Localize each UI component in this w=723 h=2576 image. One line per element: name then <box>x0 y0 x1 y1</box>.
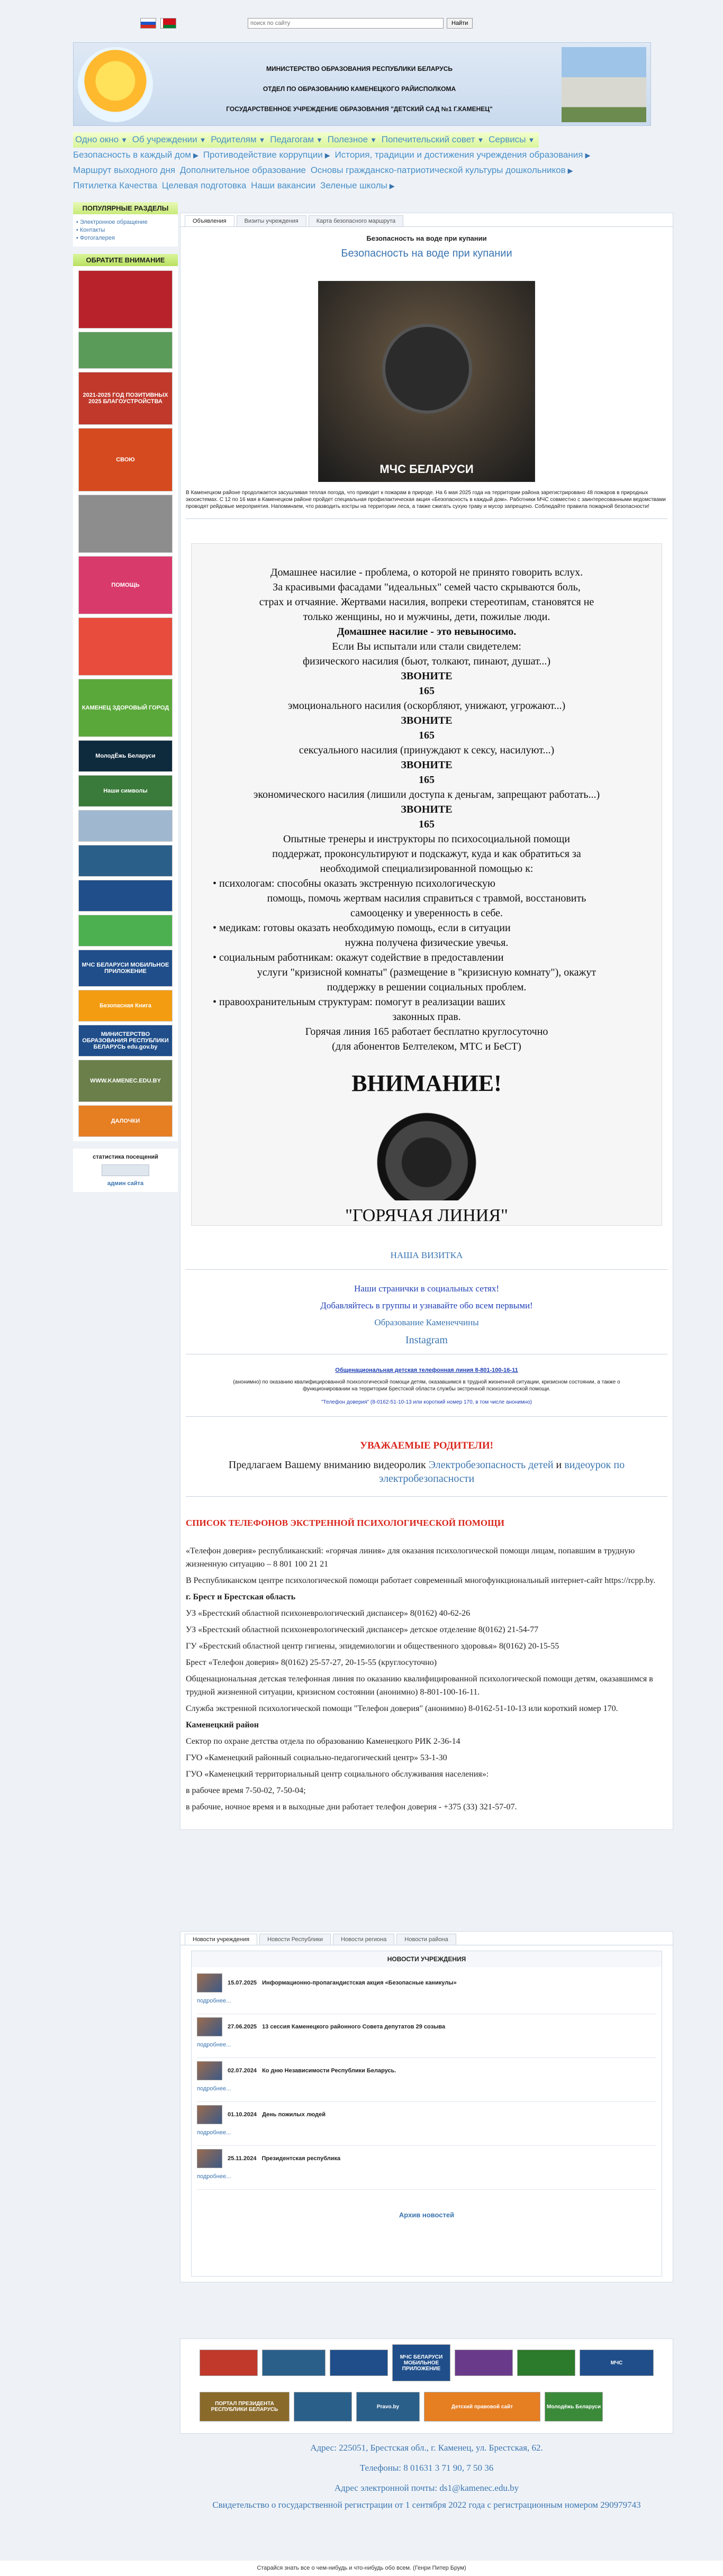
news-more-link[interactable]: подробнее... <box>197 2171 656 2190</box>
tab-news-district[interactable]: Новости района <box>396 1934 456 1945</box>
news-title: НОВОСТИ УЧРЕЖДЕНИЯ <box>192 1951 662 1967</box>
footer-banners <box>180 2338 673 2434</box>
nav-row-1 <box>73 132 539 148</box>
sidebar-banner[interactable]: Наши символы <box>78 775 173 807</box>
footer-address: Адрес: 225051, Брестская обл., г. Каменец, ул. Брестская, 62. <box>310 2443 543 2453</box>
sidebar-banner[interactable] <box>78 495 173 553</box>
poster-line: поддержат, проконсультируют и подскажут, куда и как обратиться за <box>272 848 581 860</box>
tab-news-region[interactable]: Новости региона <box>333 1934 394 1945</box>
chevron-down-icon: ▼ <box>477 136 484 144</box>
sidebar-banners <box>73 266 178 1141</box>
poster-line: 165 <box>419 818 435 830</box>
sidebar-banner[interactable]: ДАЛОЧКИ <box>78 1105 173 1137</box>
poster-line: сексуального насилия (принуждают к сексу, насилуют...) <box>299 744 555 756</box>
footer-phone: Телефоны: 8 01631 3 71 90, 7 50 36 <box>359 2463 494 2473</box>
emergency-contacts <box>186 1544 667 1814</box>
contact-line: Служба экстренной психологической помощи "Телефон доверия" (анонимно) 8-0162-51-10-13 или короткий номер 170. <box>186 1704 618 1713</box>
poster-line: эмоционального насилия (оскорбляют, унижают, угрожают...) <box>287 700 566 712</box>
dear-parents-heading: УВАЖАЕМЫЕ РОДИТЕЛИ! <box>360 1440 493 1451</box>
poster-line: самооценку и уверенность в себе. <box>350 907 503 919</box>
contact-line: ГУО «Каменецкий территориальный центр социального обслуживания населения»: <box>186 1770 489 1779</box>
nav-row-2 <box>73 148 651 163</box>
search-form <box>248 18 473 29</box>
news-thumbnail[interactable] <box>197 2061 222 2080</box>
footer-banner[interactable]: ПОРТАЛ ПРЕЗИДЕНТА РЕСПУБЛИКИ БЕЛАРУСЬ <box>200 2392 290 2422</box>
poster-line: • правоохранительным структурам: помогут в реализации ваших <box>213 996 506 1008</box>
footer-banner[interactable] <box>200 2350 258 2376</box>
top-bar <box>0 0 723 42</box>
nav-item-teachers[interactable]: Педагогам <box>270 134 314 144</box>
hotline-body: (анонимно) по оказанию квалифицированной психологической помощи детям, оказавшимся в трудной жизненной ситуации, кризисном состоянии, а также о функционировании на территории Брестской области службы экстренной психологической помощи. <box>233 1379 620 1392</box>
video-paragraph <box>180 1458 673 1486</box>
contact-line: Брест «Телефон доверия» 8(0162) 25-57-27, 20-15-55 (круглосуточно) <box>186 1658 437 1667</box>
sidebar-banner[interactable]: 2021-2025 ГОД ПОЗИТИВНЫХ 2025 БЛАГОУСТРОЙСТВА <box>78 372 173 425</box>
chevron-down-icon: ▼ <box>370 136 377 144</box>
poster-line: поддержку в решении социальных проблем. <box>327 981 527 993</box>
nav-item-parents[interactable]: Родителям <box>211 134 257 144</box>
building-photo <box>562 47 646 122</box>
link-contacts[interactable]: • Контакты <box>76 227 105 233</box>
poster-line: законных прав. <box>392 1011 461 1023</box>
news-thumbnail[interactable] <box>197 2105 222 2124</box>
footer-banner[interactable] <box>455 2350 513 2376</box>
contact-line: ГУО «Каменецкий районный социально-педагогический центр» 53-1-30 <box>186 1753 447 1762</box>
russian-flag-icon[interactable] <box>140 18 156 29</box>
sidebar-banner[interactable] <box>78 845 173 877</box>
chevron-down-icon: ▼ <box>199 136 206 144</box>
attention-title: ОБРАТИТЕ ВНИМАНИЕ <box>73 254 178 266</box>
contact-line: в рабочие, ночное время и в выходные дни работает телефон доверия - +375 (33) 321-57-07. <box>186 1803 517 1812</box>
nav-item-about[interactable]: Об учреждении <box>132 134 197 144</box>
social-line-1: Наши странички в социальных сетях! <box>354 1284 500 1294</box>
contact-line: Общенациональная детская телефонная линия по оказанию квалифицированной психологической помощи детям, оказавшимся в трудной жизненной ситуации, кризисном состоянии (анонимно) 8-801-100-16-11. <box>186 1674 653 1697</box>
poster-warning: ВНИМАНИЕ! <box>351 1070 502 1096</box>
poster-line: нужна получена физические увечья. <box>345 937 509 949</box>
news-tabs <box>180 1932 673 1945</box>
fire-safety-poster <box>318 281 535 482</box>
chevron-down-icon: ▼ <box>528 136 535 144</box>
footer-banner[interactable]: Pravo.by <box>356 2392 420 2422</box>
footer-banner[interactable]: Молодёжь Беларуси <box>545 2392 603 2422</box>
poster-hotline: "ГОРЯЧАЯ ЛИНИЯ" <box>345 1206 508 1225</box>
sidebar-banner[interactable] <box>78 617 173 676</box>
news-date: 01.10.2024 <box>228 2111 257 2118</box>
footer-info <box>180 2438 673 2512</box>
footer-banner[interactable] <box>330 2350 388 2376</box>
telephone-icon <box>368 1105 485 1200</box>
popular-links <box>73 214 178 247</box>
divider <box>186 518 667 519</box>
divider <box>186 1496 667 1497</box>
news-thumbnail[interactable] <box>197 2149 222 2168</box>
news-date: 25.11.2024 <box>228 2155 257 2162</box>
contact-line: В Республиканском центре психологической помощи работает современный многофункциональный интернет-сайт https://rcpp.by. <box>186 1576 656 1585</box>
social-link-instagram[interactable]: Instagram <box>405 1334 448 1346</box>
social-link-education[interactable]: Образование Каменеччины <box>374 1317 479 1327</box>
poster-line: (для абонентов Белтелеком, МТС и БеСТ) <box>332 1041 521 1052</box>
nav-item-weekend-route[interactable]: Маршрут выходного дня <box>73 165 176 175</box>
helmet-icon <box>382 324 472 414</box>
sidebar-banner[interactable]: WWW.KAMENEC.EDU.BY <box>78 1060 173 1102</box>
stats-block <box>73 1149 178 1192</box>
belarus-flag-icon[interactable] <box>160 18 176 29</box>
chevron-down-icon: ▼ <box>258 136 266 144</box>
admin-link[interactable]: админ сайта <box>107 1180 144 1187</box>
nav-item-useful[interactable]: Полезное <box>327 134 368 144</box>
divider <box>186 1416 667 1417</box>
news-panel <box>180 1931 673 2282</box>
video-and: и <box>556 1459 562 1471</box>
poster-line: Домашнее насилие - это невыносимо. <box>337 626 517 638</box>
poster-line: помощь, помочь жертвам насилия справиться с травмой, восстановить <box>267 893 586 904</box>
footer-email[interactable]: Адрес электронной почты: ds1@kamenec.edu.by <box>334 2483 519 2493</box>
footer-banner[interactable]: МЧС <box>580 2350 654 2376</box>
poster-line: 165 <box>419 685 435 697</box>
emergency-title: СПИСОК ТЕЛЕФОНОВ ЭКСТРЕННОЙ ПСИХОЛОГИЧЕСКОЙ ПОМОЩИ <box>186 1518 504 1528</box>
poster-line: • психологам: способны оказать экстренную психологическую <box>213 878 495 889</box>
search-input[interactable] <box>248 18 444 29</box>
chevron-right-icon: ▶ <box>193 151 198 159</box>
announcement-blue-title: Безопасность на воде при купании <box>341 248 512 259</box>
nav-item-board[interactable]: Попечительский совет <box>381 134 475 144</box>
poster-line: ЗВОНИТЕ <box>401 715 453 726</box>
chevron-right-icon: ▶ <box>324 151 330 159</box>
sidebar-banner[interactable]: МЧС БЕЛАРУСИ МОБИЛЬНОЕ ПРИЛОЖЕНИЕ <box>78 950 173 987</box>
contact-line: в рабочее время 7-50-02, 7-50-04; <box>186 1786 306 1795</box>
sidebar-banner[interactable]: КАМЕНЕЦ ЗДОРОВЫЙ ГОРОД <box>78 679 173 737</box>
nav-item-extra-education[interactable]: Дополнительное образование <box>179 165 306 175</box>
poster-line: страх и отчаяние. Жертвами насилия, вопреки стереотипам, становятся не <box>259 596 594 608</box>
chevron-right-icon: ▶ <box>567 167 573 175</box>
language-flags <box>140 18 176 29</box>
sidebar-banner[interactable]: МИНИСТЕРСТВО ОБРАЗОВАНИЯ РЕСПУБЛИКИ БЕЛАРУСЬ edu.gov.by <box>78 1025 173 1057</box>
tab-news-institution[interactable]: Новости учреждения <box>185 1934 257 1945</box>
chevron-right-icon: ▶ <box>585 151 591 159</box>
news-more-link[interactable]: подробнее... <box>197 2040 656 2058</box>
sidebar-banner[interactable]: МолодЁжь Беларуси <box>78 740 173 772</box>
tab-news-republic[interactable]: Новости Республики <box>259 1934 331 1945</box>
news-item[interactable] <box>197 2146 656 2171</box>
sidebar-banner[interactable]: СВОЮ <box>78 428 173 491</box>
poster-line: экономического насилия (лишили доступа к деньгам, запрещают работать...) <box>253 789 600 800</box>
search-button[interactable]: Найти <box>447 18 473 29</box>
news-item[interactable] <box>197 2014 656 2040</box>
news-box <box>191 1951 662 2277</box>
poster-line: • социальным работникам: окажут содействие в предоставлении <box>213 952 504 963</box>
announcement-tabs <box>180 213 673 227</box>
poster-line: 165 <box>419 730 435 741</box>
link-gallery[interactable]: • Фотогалерея <box>76 235 115 241</box>
announcement-title: Безопасность на воде при купании <box>366 234 487 242</box>
hotline-title-link[interactable]: Общенациональная детская телефонная линия 8-801-100-16-11 <box>335 1367 518 1373</box>
stats-title: статистика посещений <box>93 1154 158 1160</box>
mchs-logo-text: МЧС БЕЛАРУСИ <box>379 462 474 476</box>
main-content <box>180 213 673 1830</box>
contact-line: Каменецкий район <box>186 1721 259 1730</box>
sun-logo-icon <box>78 47 153 122</box>
footer-banner[interactable] <box>517 2350 575 2376</box>
poster-line: физического насилия (бьют, толкают, пинают, душат...) <box>302 656 551 667</box>
nav-item-history[interactable]: История, традиции и достижения учреждения образования <box>335 150 583 160</box>
news-date: 27.06.2025 <box>228 2024 257 2030</box>
sidebar-banner[interactable] <box>78 880 173 912</box>
sidebar-banner[interactable]: Безопасная Книга <box>78 990 173 1022</box>
nav-item-services[interactable]: Сервисы <box>489 134 526 144</box>
footer-quote: Старайся знать все о чем-нибудь и что-нибудь обо всем. (Генри Питер Брум) <box>257 2565 466 2571</box>
domestic-violence-poster <box>191 543 662 1226</box>
poster-text <box>213 565 640 1054</box>
contact-line: «Телефон доверия» республиканский: «горячая линия» для оказания психологической помощи лицам, попавшим в трудную жизненную ситуацию – 8 801 100 21 21 <box>186 1546 635 1569</box>
news-more-link[interactable]: подробнее... <box>197 2083 656 2102</box>
news-headline[interactable]: День пожилых людей <box>262 2111 326 2118</box>
sidebar-banner[interactable]: ПОМОЩЬ <box>78 556 173 614</box>
poster-line: За красивыми фасадами "идеальных" семей часто скрываются боль, <box>273 581 581 593</box>
sidebar-banner[interactable] <box>78 810 173 842</box>
poster-line: Горячая линия 165 работает бесплатно круглосуточно <box>305 1026 548 1037</box>
poster-line: услуги "кризисной комнаты" (размещение в "кризисную комнату"), окажут <box>257 967 597 978</box>
poster-line: ЗВОНИТЕ <box>401 759 453 771</box>
popular-sections-title: ПОПУЛЯРНЫЕ РАЗДЕЛЫ <box>73 202 178 214</box>
video-link-electro-safety[interactable]: Электробезопасность детей <box>428 1459 554 1471</box>
tab-visits[interactable]: Визиты учреждения <box>237 215 306 226</box>
tab-announcements[interactable]: Объявления <box>185 215 234 226</box>
announcement-body: В Каменецком районе продолжается засушливая теплая погода, что приводит к пожарам в природе. На 6 мая 2025 года на территории района зарегистрировано 48 пожаров в природных экосистемах. С 12 по 16 мая в Каменецком районе пройдет специальная профилактическая акция «Безопасность в каждый дом». Работники МЧС совместно с заинтересованными ведомствами проводят рейдовые мероприятия. Напоминаем, что разводить костры на территории леса, а также сжигать сухую траву и мусор запрещено. Соблюдайте правила пожарной безопасности! <box>186 490 666 509</box>
poster-line: необходимой специализированной помощью к: <box>320 863 534 875</box>
news-headline[interactable]: Президентская республика <box>261 2155 341 2162</box>
poster-line: ЗВОНИТЕ <box>401 804 453 815</box>
business-card-link[interactable]: НАША ВИЗИТКА <box>390 1250 463 1260</box>
poster-line: Если Вы испытали или стали свидетелем: <box>332 641 521 652</box>
news-more-link[interactable]: подробнее... <box>197 2127 656 2146</box>
poster-line: ЗВОНИТЕ <box>401 670 453 682</box>
left-sidebar <box>73 202 178 1192</box>
footer-banner[interactable] <box>262 2350 326 2376</box>
counter-badge[interactable] <box>102 1164 149 1176</box>
nav-item-civic-culture[interactable]: Основы гражданско-патриотической культуры дошкольников <box>310 165 566 175</box>
news-headline[interactable]: 13 сессия Каменецкого районного Совета депутатов 29 созыва <box>262 2024 446 2030</box>
footer-banner[interactable]: МЧС БЕЛАРУСИ МОБИЛЬНОЕ ПРИЛОЖЕНИЕ <box>392 2344 450 2381</box>
header-line-ministry: МИНИСТЕРСТВО ОБРАЗОВАНИЯ РЕСПУБЛИКИ БЕЛАРУСЬ <box>266 65 453 72</box>
header-text <box>164 59 555 119</box>
nav-item-one-window[interactable]: Одно окно <box>75 134 119 144</box>
poster-line: Домашнее насилие - проблема, о которой не принято говорить вслух. <box>270 567 583 578</box>
contact-line: г. Брест и Брестская область <box>186 1592 296 1601</box>
sidebar-banner[interactable] <box>78 270 173 329</box>
nav-item-target-training[interactable]: Целевая подготовка <box>161 180 247 190</box>
trust-phone-text: "Телефон доверия" (8-0162-51-10-13 или короткий номер 170, в том числе анонимно) <box>321 1399 532 1405</box>
header-line-department: ОТДЕЛ ПО ОБРАЗОВАНИЮ КАМЕНЕЦКОГО РАЙИСПОЛКОМА <box>263 85 456 93</box>
sidebar-banner[interactable] <box>78 332 173 369</box>
news-date: 02.07.2024 <box>228 2068 257 2074</box>
news-item[interactable] <box>197 2058 656 2083</box>
footer-banner[interactable]: Детский правовой сайт <box>424 2392 540 2422</box>
poster-line: только женщины, но и мужчины, дети, пожилые люди. <box>303 611 550 623</box>
chevron-down-icon: ▼ <box>121 136 128 144</box>
tab-safe-route-map[interactable]: Карта безопасного маршрута <box>309 215 403 226</box>
news-more-link[interactable]: подробнее... <box>197 1996 656 2014</box>
divider <box>186 1269 667 1270</box>
nav-row-4 <box>73 178 651 194</box>
footer-banner[interactable] <box>294 2392 352 2422</box>
news-archive-link[interactable]: Архив новостей <box>399 2211 455 2219</box>
poster-line: Опытные тренеры и инструкторы по психосоциальной помощи <box>283 833 570 845</box>
poster-line: 165 <box>419 774 435 786</box>
nav-item-green-schools[interactable]: Зеленые школы <box>320 180 387 190</box>
contact-line: УЗ «Брестский областной психоневрологический диспансер» детское отделение 8(0162) 21-54-77 <box>186 1625 539 1634</box>
contact-line: ГУ «Брестский областной центр гигиены, эпидемиологии и общественного здоровья» 8(0162) 20-15-55 <box>186 1642 559 1651</box>
sidebar-banner[interactable] <box>78 915 173 946</box>
main-navigation <box>73 132 651 194</box>
news-thumbnail[interactable] <box>197 2017 222 2036</box>
video-link-lesson[interactable]: видеоурок по электробезопасности <box>378 1459 625 1485</box>
nav-item-vacancies[interactable]: Наши вакансии <box>251 180 316 190</box>
news-headline[interactable]: Ко дню Независимости Республики Беларусь. <box>262 2068 396 2074</box>
social-line-2: Добавляйтесь в группы и узнавайте обо всем первыми! <box>320 1300 533 1310</box>
site-header <box>73 42 651 126</box>
nav-row-3 <box>73 163 651 178</box>
chevron-down-icon: ▼ <box>316 136 323 144</box>
news-list <box>197 1970 656 2190</box>
contact-line: Сектор по охране детства отдела по образованию Каменецкого РИК 2-36-14 <box>186 1737 460 1746</box>
nav-item-quality[interactable]: Пятилетка Качества <box>73 180 158 190</box>
contact-line: УЗ «Брестский областной психоневрологический диспансер» 8(0162) 40-62-26 <box>186 1609 471 1618</box>
nav-item-safety[interactable]: Безопасность в каждый дом <box>73 150 191 160</box>
news-item[interactable] <box>197 1970 656 1996</box>
link-electronic-appeal[interactable]: • Электронное обращение <box>76 219 148 225</box>
news-headline[interactable]: Информационно-пропагандистская акция «Безопасные каникулы» <box>262 1980 457 1986</box>
footer-registration: Свидетельство о государственной регистрации от 1 сентября 2022 года с регистрационным номером 290979743 <box>212 2500 641 2510</box>
poster-line: • медикам: готовы оказать необходимую помощь, если в ситуации <box>213 922 511 934</box>
news-thumbnail[interactable] <box>197 1973 222 1992</box>
video-intro: Предлагаем Вашему вниманию видеоролик <box>228 1459 426 1471</box>
footer-quote-bar <box>0 2561 723 2576</box>
news-date: 15.07.2025 <box>228 1980 257 1986</box>
header-line-institution: ГОСУДАРСТВЕННОЕ УЧРЕЖДЕНИЕ ОБРАЗОВАНИЯ "ДЕТСКИЙ САД №1 Г.КАМЕНЕЦ" <box>226 105 493 113</box>
nav-item-anticorruption[interactable]: Противодействие коррупции <box>203 150 323 160</box>
news-item[interactable] <box>197 2102 656 2127</box>
chevron-right-icon: ▶ <box>389 182 395 190</box>
